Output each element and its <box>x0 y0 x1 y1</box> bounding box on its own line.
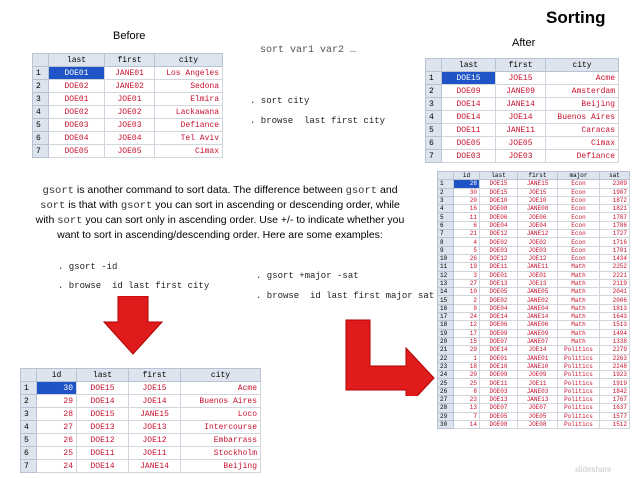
table-row: 7 24 DOE14 JANE14 Beijing <box>21 460 261 473</box>
table-cell[interactable]: 1727 <box>600 230 630 238</box>
row-number: 10 <box>438 254 454 262</box>
table-cell[interactable]: 1494 <box>600 329 630 337</box>
table-cell[interactable]: 2263 <box>600 354 630 362</box>
table-cell[interactable]: Econ <box>558 238 600 246</box>
table-cell[interactable]: 1513 <box>600 321 630 329</box>
table-cell[interactable]: Math <box>558 263 600 271</box>
table-row <box>438 205 630 213</box>
table-row <box>438 188 630 196</box>
column-header[interactable]: first <box>496 59 546 72</box>
table-cell[interactable]: 1872 <box>600 196 630 204</box>
table-cell[interactable]: 1512 <box>600 420 630 428</box>
row-number: 15 <box>438 296 454 304</box>
table-row <box>438 221 630 229</box>
table-cell[interactable]: JANE07 <box>518 337 558 345</box>
table-row <box>438 271 630 279</box>
table-row: 4 DOE14 JOE14 Buenos Aires <box>426 111 619 124</box>
table-cell[interactable]: Math <box>558 337 600 345</box>
after-data-browser <box>425 58 619 163</box>
table-cell[interactable]: JOE05 <box>518 412 558 420</box>
table-cell[interactable]: Math <box>558 296 600 304</box>
table-cell[interactable]: 2248 <box>600 362 630 370</box>
row-number: 4 <box>438 205 454 213</box>
table-cell[interactable]: JANE09 <box>518 329 558 337</box>
table-cell[interactable]: Politics <box>558 420 600 428</box>
corner-cell <box>21 369 37 382</box>
table-row: 5 26 DOE12 JOE12 Embarrass <box>21 434 261 447</box>
row-number: 23 <box>438 362 454 370</box>
cmd-browse-1: . browse last first city <box>250 116 386 126</box>
cmd-browse-2: . browse id last first city <box>58 281 210 291</box>
table-cell[interactable]: JOE04 <box>518 221 558 229</box>
table-cell[interactable]: 1767 <box>600 396 630 404</box>
table-cell[interactable]: 2 <box>454 296 480 304</box>
row-number: 8 <box>438 238 454 246</box>
table-cell[interactable]: JOE08 <box>518 420 558 428</box>
column-header[interactable]: city <box>546 59 619 72</box>
table-cell[interactable]: Econ <box>558 205 600 213</box>
table-cell[interactable]: DOE05 <box>480 288 518 296</box>
table-cell[interactable]: 2006 <box>600 296 630 304</box>
table-cell[interactable]: 28 <box>454 180 480 188</box>
table-cell[interactable]: Math <box>558 321 600 329</box>
table-row: 3 28 DOE15 JANE15 Loco <box>21 408 261 421</box>
row-number: 2 <box>438 188 454 196</box>
table-row: 6 DOE05 JOE05 Cimax <box>426 137 619 150</box>
table-cell[interactable]: DOE09 <box>480 329 518 337</box>
table-cell[interactable]: 2041 <box>600 288 630 296</box>
row-number: 17 <box>438 313 454 321</box>
table-cell[interactable]: DOE12 <box>480 230 518 238</box>
table-cell[interactable]: Politics <box>558 387 600 395</box>
row-number: 19 <box>438 329 454 337</box>
table-cell[interactable]: 1923 <box>600 371 630 379</box>
table-cell[interactable]: Math <box>558 304 600 312</box>
table-cell[interactable]: 1 <box>454 354 480 362</box>
table-row <box>438 238 630 246</box>
table-row: 5 DOE11 JANE11 Caracas <box>426 124 619 137</box>
row-number: 13 <box>438 279 454 287</box>
table-cell[interactable]: 2279 <box>600 346 630 354</box>
table-cell[interactable]: 1907 <box>600 188 630 196</box>
table-cell[interactable]: DOE10 <box>480 196 518 204</box>
column-header[interactable]: major <box>558 172 600 180</box>
row-number: 1 <box>438 180 454 188</box>
row-number: 12 <box>438 271 454 279</box>
table-cell[interactable]: 24 <box>454 313 480 321</box>
table-cell[interactable]: 3 <box>454 271 480 279</box>
table-cell[interactable]: Politics <box>558 379 600 387</box>
table-cell[interactable]: Politics <box>558 404 600 412</box>
table-cell[interactable]: 19 <box>454 263 480 271</box>
table-cell[interactable]: JANE10 <box>518 362 558 370</box>
table-cell[interactable]: Politics <box>558 371 600 379</box>
table-cell[interactable]: DOE11 <box>480 263 518 271</box>
table-cell[interactable]: 16 <box>454 205 480 213</box>
table-cell[interactable]: 1813 <box>600 304 630 312</box>
slide-title: Sorting <box>546 8 606 27</box>
after-label: After <box>512 37 536 49</box>
down-arrow-icon <box>102 296 166 358</box>
table-row: 2 DOE09 JANE09 Amsterdam <box>426 85 619 98</box>
gsort-major-data-browser <box>437 171 630 429</box>
row-number: 14 <box>438 288 454 296</box>
table-cell[interactable]: DOE10 <box>480 362 518 370</box>
table-cell[interactable]: DOE04 <box>480 304 518 312</box>
table-cell[interactable]: Politics <box>558 412 600 420</box>
row-number: 24 <box>438 371 454 379</box>
table-row: 2 29 DOE14 JOE14 Buenos Aires <box>21 395 261 408</box>
cmd-gsort-major: . gsort +major -sat <box>256 271 359 281</box>
row-number: 29 <box>438 412 454 420</box>
table-row <box>438 196 630 204</box>
table-cell[interactable]: JANE13 <box>518 396 558 404</box>
table-cell[interactable]: DOE12 <box>480 254 518 262</box>
table-cell[interactable]: 1637 <box>600 404 630 412</box>
table-cell[interactable]: DOE13 <box>480 279 518 287</box>
table-row <box>438 180 630 188</box>
row-number: 27 <box>438 396 454 404</box>
table-cell[interactable]: JANE11 <box>518 263 558 271</box>
table-cell[interactable]: JOE07 <box>518 404 558 412</box>
column-header[interactable]: last <box>49 54 105 67</box>
table-row <box>438 254 630 262</box>
table-cell[interactable]: 1787 <box>600 213 630 221</box>
before-data-browser <box>32 53 223 158</box>
table-cell[interactable]: JANE14 <box>518 313 558 321</box>
table-cell[interactable]: 6 <box>454 221 480 229</box>
table-cell[interactable]: Econ <box>558 180 600 188</box>
row-number: 26 <box>438 387 454 395</box>
table-cell[interactable]: Econ <box>558 230 600 238</box>
column-header[interactable]: first <box>518 172 558 180</box>
table-row: 4 DOE02 JOE02 Lackawana <box>33 106 223 119</box>
table-cell[interactable]: DOE09 <box>480 371 518 379</box>
table-cell[interactable]: 1786 <box>600 221 630 229</box>
cmd-gsort-id: . gsort -id <box>58 262 118 272</box>
corner-cell <box>438 172 454 180</box>
table-cell[interactable]: DOE01 <box>480 271 518 279</box>
table-cell[interactable]: 30 <box>454 188 480 196</box>
row-number: 18 <box>438 321 454 329</box>
table-cell[interactable]: 1919 <box>600 379 630 387</box>
table-cell[interactable]: DOE15 <box>480 180 518 188</box>
table-row: 5 DOE03 JOE03 Defiance <box>33 119 223 132</box>
table-cell[interactable]: JOE10 <box>518 196 558 204</box>
row-number: 21 <box>438 346 454 354</box>
table-cell[interactable]: 1716 <box>600 238 630 246</box>
row-number: 5 <box>438 213 454 221</box>
row-number: 9 <box>438 246 454 254</box>
table-cell[interactable]: JOE02 <box>518 238 558 246</box>
table-row: 1 DOE01 JANE01 Los Angeles <box>33 67 223 80</box>
table-cell[interactable]: 2221 <box>600 271 630 279</box>
table-cell[interactable]: DOE04 <box>480 221 518 229</box>
table-cell[interactable]: JANE03 <box>518 387 558 395</box>
table-row <box>438 313 630 321</box>
row-number: 22 <box>438 354 454 362</box>
table-row <box>438 304 630 312</box>
table-row: 4 27 DOE13 JOE13 Intercourse <box>21 421 261 434</box>
table-cell[interactable]: 26 <box>454 254 480 262</box>
table-cell[interactable]: DOE02 <box>480 238 518 246</box>
column-header[interactable]: id <box>37 369 77 382</box>
table-cell[interactable]: 1338 <box>600 337 630 345</box>
table-cell[interactable]: JOE15 <box>518 188 558 196</box>
table-cell[interactable]: DOE03 <box>480 387 518 395</box>
column-header[interactable]: id <box>454 172 480 180</box>
cmd-browse-3: . browse id last first major sat <box>256 291 435 301</box>
table-cell[interactable]: 12 <box>454 321 480 329</box>
table-cell[interactable]: JOE13 <box>518 279 558 287</box>
table-cell[interactable]: Econ <box>558 196 600 204</box>
row-number: 7 <box>438 230 454 238</box>
table-cell[interactable]: JOE03 <box>518 246 558 254</box>
table-cell[interactable]: 20 <box>454 371 480 379</box>
table-row <box>438 246 630 254</box>
table-row <box>438 288 630 296</box>
table-cell[interactable]: JOE11 <box>518 379 558 387</box>
elbow-arrow-icon <box>344 318 436 396</box>
row-number: 20 <box>438 337 454 345</box>
table-cell[interactable]: 15 <box>454 337 480 345</box>
table-cell[interactable]: 18 <box>454 362 480 370</box>
table-cell[interactable]: 1821 <box>600 205 630 213</box>
table-cell[interactable]: DOE05 <box>480 412 518 420</box>
table-cell[interactable]: Politics <box>558 354 600 362</box>
table-row: 6 25 DOE11 JOE11 Stockholm <box>21 447 261 460</box>
table-row <box>438 412 630 420</box>
table-cell[interactable]: Math <box>558 313 600 321</box>
table-cell[interactable]: DOE15 <box>480 188 518 196</box>
column-header[interactable]: last <box>77 369 129 382</box>
table-cell[interactable]: JANE08 <box>518 205 558 213</box>
table-row <box>438 354 630 362</box>
table-cell[interactable]: 14 <box>454 420 480 428</box>
table-cell[interactable]: DOE06 <box>480 213 518 221</box>
table-row: 3 DOE14 JANE14 Beijing <box>426 98 619 111</box>
table-row: 6 DOE04 JOE04 Tel Aviv <box>33 132 223 145</box>
table-cell[interactable]: Math <box>558 271 600 279</box>
table-cell[interactable]: Math <box>558 279 600 287</box>
column-header[interactable]: first <box>129 369 181 382</box>
table-cell[interactable]: 13 <box>454 404 480 412</box>
table-row <box>438 387 630 395</box>
watermark: slideshare <box>575 465 612 474</box>
table-row <box>438 213 630 221</box>
table-cell[interactable]: 1701 <box>600 246 630 254</box>
table-row <box>438 371 630 379</box>
table-cell[interactable]: JOE09 <box>518 371 558 379</box>
table-cell[interactable]: DOE13 <box>480 396 518 404</box>
table-row: 7 DOE05 JOE05 Cimax <box>33 145 223 158</box>
table-cell[interactable]: Econ <box>558 213 600 221</box>
table-cell[interactable]: 10 <box>454 288 480 296</box>
table-cell[interactable]: Econ <box>558 246 600 254</box>
table-cell[interactable]: 1434 <box>600 254 630 262</box>
table-cell[interactable]: DOE03 <box>480 246 518 254</box>
table-cell[interactable]: 7 <box>454 412 480 420</box>
table-cell[interactable]: DOE01 <box>480 354 518 362</box>
table-cell[interactable]: 5 <box>454 246 480 254</box>
table-cell[interactable]: 25 <box>454 379 480 387</box>
table-cell[interactable]: 27 <box>454 279 480 287</box>
table-row <box>438 346 630 354</box>
table-row: 7 DOE03 JOE03 Defiance <box>426 150 619 163</box>
table-cell[interactable]: DOE11 <box>480 379 518 387</box>
table-row <box>438 396 630 404</box>
table-cell[interactable]: 29 <box>454 346 480 354</box>
table-cell[interactable]: JANE02 <box>518 296 558 304</box>
table-row <box>438 420 630 428</box>
table-row <box>438 362 630 370</box>
table-cell[interactable]: DOE06 <box>480 321 518 329</box>
table-cell[interactable]: 2252 <box>600 263 630 271</box>
column-header[interactable]: city <box>155 54 223 67</box>
table-cell[interactable]: DOE08 <box>480 420 518 428</box>
table-row <box>438 321 630 329</box>
table-cell[interactable]: JOE01 <box>518 271 558 279</box>
corner-cell <box>426 59 442 72</box>
table-cell[interactable]: DOE08 <box>480 205 518 213</box>
table-cell[interactable]: 1842 <box>600 387 630 395</box>
table-cell[interactable]: JOE12 <box>518 254 558 262</box>
table-row: 3 DOE01 JOE01 Elmira <box>33 93 223 106</box>
table-row <box>438 329 630 337</box>
table-cell[interactable]: Politics <box>558 362 600 370</box>
table-cell[interactable]: JANE12 <box>518 230 558 238</box>
table-cell[interactable]: 20 <box>454 196 480 204</box>
table-cell[interactable]: Politics <box>558 396 600 404</box>
row-number: 11 <box>438 263 454 271</box>
table-cell[interactable]: JANE15 <box>518 180 558 188</box>
column-header[interactable]: city <box>181 369 261 382</box>
table-cell[interactable]: 11 <box>454 213 480 221</box>
gsort-description: gsort is another command to sort data. The difference between gsort and sort is that with gsort you can sort in ascending or descending order, while with sort you can sort only in ascending order. Use +/- to indicate whether you want to sort in ascending/descending order. Here are some examples: <box>35 184 405 241</box>
table-cell[interactable]: 9 <box>454 304 480 312</box>
table-cell[interactable]: DOE07 <box>480 404 518 412</box>
table-cell[interactable]: 8 <box>454 387 480 395</box>
table-cell[interactable]: DOE14 <box>480 313 518 321</box>
table-row <box>438 263 630 271</box>
table-cell[interactable]: 21 <box>454 230 480 238</box>
table-cell[interactable]: DOE02 <box>480 296 518 304</box>
table-row <box>438 230 630 238</box>
table-cell[interactable]: JOE06 <box>518 213 558 221</box>
table-cell[interactable]: JANE01 <box>518 354 558 362</box>
table-row: 1 DOE15 JOE15 Acme <box>426 72 619 85</box>
table-row: 1 30 DOE15 JOE15 Acme <box>21 382 261 395</box>
table-cell[interactable]: Econ <box>558 254 600 262</box>
table-cell[interactable]: JANE05 <box>518 288 558 296</box>
table-row <box>438 379 630 387</box>
row-number: 30 <box>438 420 454 428</box>
row-number: 25 <box>438 379 454 387</box>
table-cell[interactable]: JANE04 <box>518 304 558 312</box>
row-number: 16 <box>438 304 454 312</box>
table-row <box>438 296 630 304</box>
row-number: 6 <box>438 221 454 229</box>
table-row: 2 DOE02 JANE02 Sedona <box>33 80 223 93</box>
table-cell[interactable]: JANE06 <box>518 321 558 329</box>
table-cell[interactable]: 2309 <box>600 180 630 188</box>
corner-cell <box>33 54 49 67</box>
column-header[interactable]: last <box>480 172 518 180</box>
table-cell[interactable]: 23 <box>454 396 480 404</box>
table-cell[interactable]: 17 <box>454 329 480 337</box>
table-cell[interactable]: JOE14 <box>518 346 558 354</box>
cmd-sort-city: . sort city <box>250 96 310 106</box>
sort-syntax: sort var1 var2 … <box>260 45 357 56</box>
table-cell[interactable]: DOE14 <box>480 346 518 354</box>
table-cell[interactable]: Math <box>558 329 600 337</box>
column-header[interactable]: last <box>442 59 496 72</box>
table-cell[interactable]: 2119 <box>600 279 630 287</box>
table-cell[interactable]: Econ <box>558 221 600 229</box>
table-row <box>438 404 630 412</box>
row-number: 28 <box>438 404 454 412</box>
table-cell[interactable]: Politics <box>558 346 600 354</box>
table-cell[interactable]: Math <box>558 288 600 296</box>
table-cell[interactable]: 1577 <box>600 412 630 420</box>
gsort-id-data-browser <box>20 368 261 473</box>
row-number: 3 <box>438 196 454 204</box>
column-header[interactable]: sat <box>600 172 630 180</box>
table-cell[interactable]: 1643 <box>600 313 630 321</box>
table-cell[interactable]: 4 <box>454 238 480 246</box>
table-row <box>438 279 630 287</box>
table-row <box>438 337 630 345</box>
table-cell[interactable]: DOE07 <box>480 337 518 345</box>
before-label: Before <box>113 30 146 42</box>
table-cell[interactable]: Econ <box>558 188 600 196</box>
column-header[interactable]: first <box>105 54 155 67</box>
